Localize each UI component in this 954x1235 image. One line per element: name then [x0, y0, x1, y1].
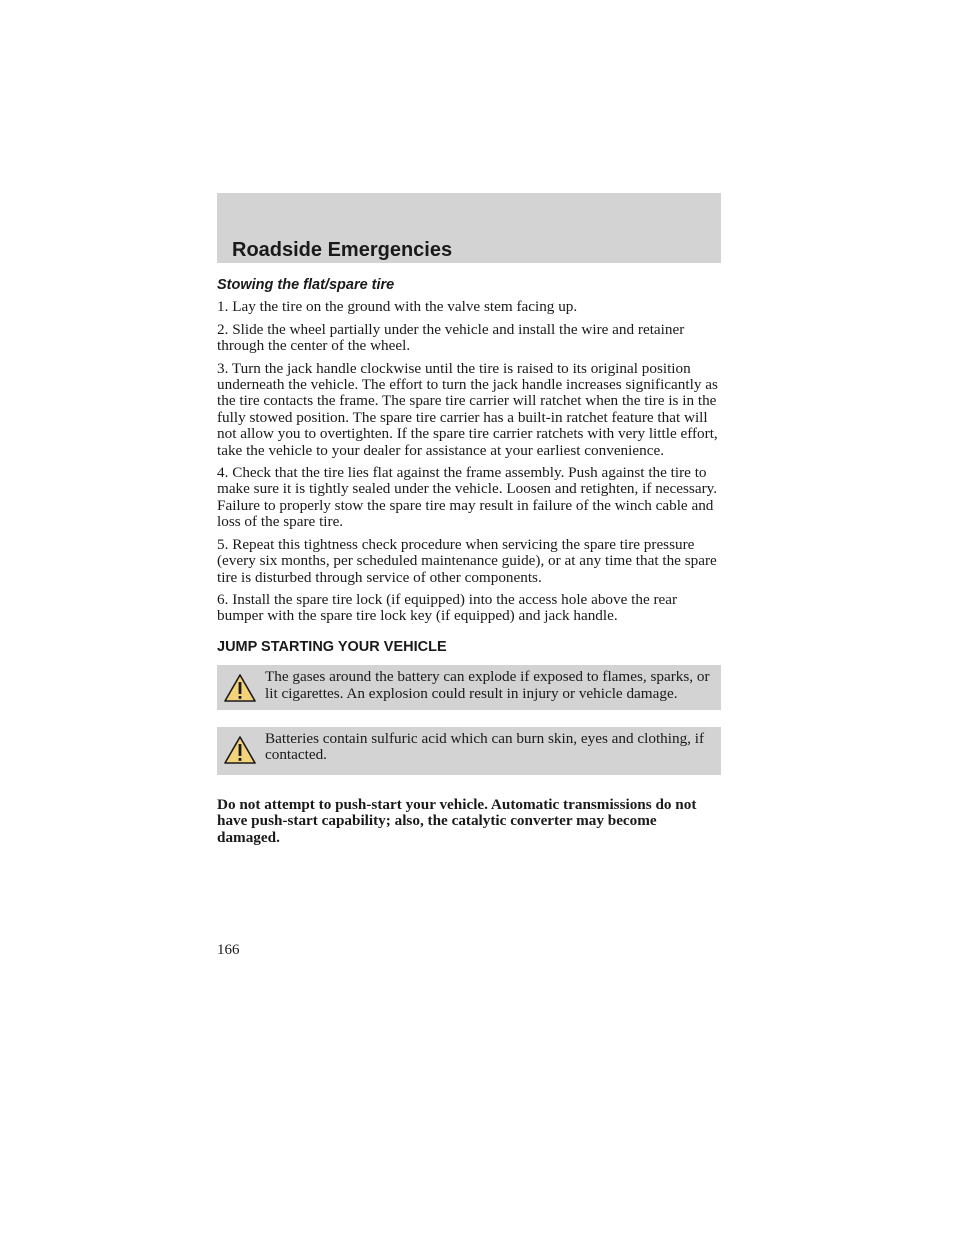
warning-box-acid — [217, 727, 721, 775]
step-5: 5. Repeat this tightness check procedure when servicing the spare tire pressure (every six months, per scheduled maintenance guide), or at any time that the spare tire is disturbed through service of other components. — [217, 535, 717, 586]
warning-box-explosion — [217, 665, 721, 710]
step-2: 2. Slide the wheel partially under the vehicle and install the wire and retainer through the center of the wheel. — [217, 320, 685, 355]
warning-triangle-icon — [223, 673, 257, 703]
step-1: 1. Lay the tire on the ground with the valve stem facing up. — [217, 298, 578, 316]
section-header-band — [217, 193, 721, 263]
page-number: 166 — [217, 942, 240, 959]
warning-text: The gases around the battery can explode if exposed to flames, sparks, or lit cigarettes. An explosion could result in injury or vehicle damage. — [265, 668, 710, 702]
warning-text: Batteries contain sulfuric acid which can burn skin, eyes and clothing, if contacted. — [265, 729, 705, 764]
warning-triangle-icon — [223, 735, 257, 765]
jump-starting-heading: JUMP STARTING YOUR VEHICLE — [217, 638, 447, 655]
step-6: 6. Install the spare tire lock (if equipped) into the access hole above the rear bumper with the spare tire lock key (if equipped) and jack handle. — [217, 590, 678, 625]
step-3: 3. Turn the jack handle clockwise until the tire is raised to its original position underneath the vehicle. The effort to turn the jack handle increases significantly as the tire contacts the frame. The spare tire carrier will ratchet when the tire is in the fully stowed position. The spare tire carrier has a built-in ratchet feature that will not allow you to overtighten. If the spare tire carrier ratchets with very little effort, take the vehicle to your dealer for assistance at your earliest convenience. — [217, 359, 718, 459]
step-4: 4. Check that the tire lies flat against the frame assembly. Push against the tire to make sure it is tightly sealed under the vehicle. Loosen and retighten, if necessary. Failure to properly stow the spare tire may result in failure of the winch cable and loss of the spare tire. — [217, 464, 718, 531]
section-title: Roadside Emergencies — [232, 238, 453, 261]
manual-page — [217, 193, 721, 959]
stowing-heading: Stowing the flat/spare tire — [217, 277, 395, 293]
push-start-note: Do not attempt to push-start your vehicle. Automatic transmissions do not have push-start capability; also, the catalytic converter may become damaged. — [217, 795, 697, 846]
